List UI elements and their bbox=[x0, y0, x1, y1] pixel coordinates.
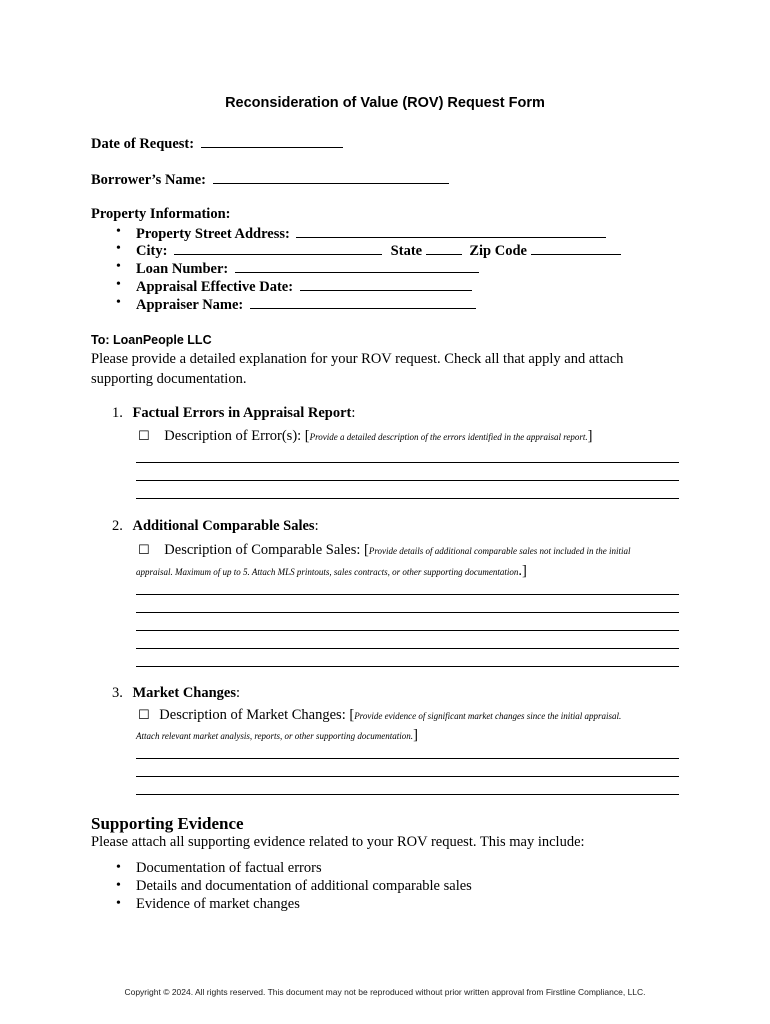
checkbox-icon[interactable]: ☐ bbox=[138, 543, 150, 558]
loan-number-row bbox=[136, 259, 479, 278]
evidence-item: Details and documentation of additional comparable sales bbox=[136, 878, 472, 894]
city-state-zip-row bbox=[136, 241, 621, 260]
description-label: Description of Comparable Sales: [ bbox=[164, 542, 369, 558]
bullet-icon: • bbox=[116, 277, 121, 292]
description-hint-continued: appraisal. Maximum of up to 5. Attach MLS printouts, sales contracts, or other supporting documentation bbox=[136, 567, 519, 577]
section-1-description-row bbox=[138, 428, 592, 445]
page-title: Reconsideration of Value (ROV) Request Form bbox=[225, 95, 545, 111]
description-hint: Provide details of additional comparable sales not included in the initial bbox=[368, 546, 631, 556]
description-hint-continued: Attach relevant market analysis, reports, or other supporting documentation. bbox=[136, 731, 414, 741]
date-of-request-label: Date of Request: bbox=[91, 136, 195, 152]
answer-line[interactable] bbox=[136, 758, 679, 759]
appraisal-date-field[interactable] bbox=[300, 277, 472, 291]
heading-colon: : bbox=[351, 405, 356, 421]
checkbox-icon[interactable]: ☐ bbox=[138, 708, 150, 723]
section-2-description-row-2 bbox=[136, 563, 527, 580]
answer-line[interactable] bbox=[136, 462, 679, 463]
section-2-description-row bbox=[138, 542, 630, 559]
appraiser-name-label: Appraiser Name: bbox=[136, 297, 244, 313]
zip-field[interactable] bbox=[531, 241, 621, 255]
description-close: ] bbox=[413, 727, 418, 743]
loan-number-field[interactable] bbox=[235, 259, 479, 273]
evidence-item: Documentation of factual errors bbox=[136, 860, 322, 876]
section-heading: Factual Errors in Appraisal Report bbox=[132, 405, 352, 421]
supporting-evidence-intro: Please attach all supporting evidence related to your ROV request. This may include: bbox=[91, 834, 585, 850]
section-1-heading-row bbox=[112, 405, 355, 422]
appraiser-name-field[interactable] bbox=[250, 295, 476, 309]
appraiser-name-row bbox=[136, 295, 476, 314]
street-address-field[interactable] bbox=[296, 224, 606, 238]
answer-line[interactable] bbox=[136, 480, 679, 481]
description-label: Description of Market Changes: [ bbox=[159, 707, 355, 723]
borrower-name-field[interactable] bbox=[213, 170, 449, 184]
section-heading: Market Changes bbox=[132, 685, 237, 701]
section-3-description-row bbox=[138, 707, 621, 724]
borrower-name-row bbox=[91, 170, 449, 189]
evidence-item: Evidence of market changes bbox=[136, 896, 300, 912]
date-of-request-field[interactable] bbox=[201, 134, 343, 148]
section-3-heading-row bbox=[112, 685, 240, 702]
appraisal-date-row bbox=[136, 277, 472, 296]
bullet-icon: • bbox=[116, 259, 121, 274]
property-info-heading: Property Information: bbox=[91, 206, 231, 222]
section-2-heading-row bbox=[112, 518, 319, 535]
instructions-line-1: Please provide a detailed explanation for your ROV request. Check all that apply and attach bbox=[91, 351, 624, 367]
bullet-icon: • bbox=[116, 860, 121, 875]
bullet-icon: • bbox=[116, 295, 121, 310]
instructions-line-2: supporting documentation. bbox=[91, 371, 247, 387]
city-label: City: bbox=[136, 243, 168, 259]
answer-line[interactable] bbox=[136, 776, 679, 777]
checkbox-icon[interactable]: ☐ bbox=[138, 429, 150, 444]
state-field[interactable] bbox=[426, 241, 462, 255]
to-line: To: LoanPeople LLC bbox=[91, 333, 212, 347]
city-field[interactable] bbox=[174, 241, 382, 255]
street-address-label: Property Street Address: bbox=[136, 226, 290, 242]
description-hint: Provide evidence of significant market changes since the initial appraisal. bbox=[354, 711, 622, 721]
answer-line[interactable] bbox=[136, 612, 679, 613]
state-label: State bbox=[390, 243, 423, 259]
supporting-evidence-heading: Supporting Evidence bbox=[91, 814, 244, 833]
description-close: ] bbox=[587, 428, 593, 444]
loan-number-label: Loan Number: bbox=[136, 261, 229, 277]
section-number: 2. bbox=[112, 518, 123, 534]
copyright-footer: Copyright © 2024. All rights reserved. This document may not be reproduced without prior written approval from Firstline Compliance, LLC. bbox=[124, 987, 646, 997]
answer-line[interactable] bbox=[136, 648, 679, 649]
description-close: .] bbox=[518, 563, 527, 579]
answer-line[interactable] bbox=[136, 630, 679, 631]
answer-line[interactable] bbox=[136, 666, 679, 667]
zip-label: Zip Code bbox=[469, 243, 527, 259]
bullet-icon: • bbox=[116, 896, 121, 911]
answer-line[interactable] bbox=[136, 794, 679, 795]
section-heading: Additional Comparable Sales bbox=[132, 518, 315, 534]
description-label: Description of Error(s): [ bbox=[164, 428, 310, 444]
heading-colon: : bbox=[236, 685, 241, 701]
bullet-icon: • bbox=[116, 878, 121, 893]
answer-line[interactable] bbox=[136, 498, 679, 499]
heading-colon: : bbox=[314, 518, 319, 534]
appraisal-date-label: Appraisal Effective Date: bbox=[136, 279, 294, 295]
answer-line[interactable] bbox=[136, 594, 679, 595]
section-3-description-row-2 bbox=[136, 727, 418, 744]
bullet-icon: • bbox=[116, 241, 121, 256]
section-number: 3. bbox=[112, 685, 123, 701]
borrower-name-label: Borrower’s Name: bbox=[91, 172, 207, 188]
bullet-icon: • bbox=[116, 224, 121, 239]
description-hint: Provide a detailed description of the errors identified in the appraisal report. bbox=[309, 432, 588, 442]
date-of-request-row bbox=[91, 134, 343, 153]
section-number: 1. bbox=[112, 405, 123, 421]
